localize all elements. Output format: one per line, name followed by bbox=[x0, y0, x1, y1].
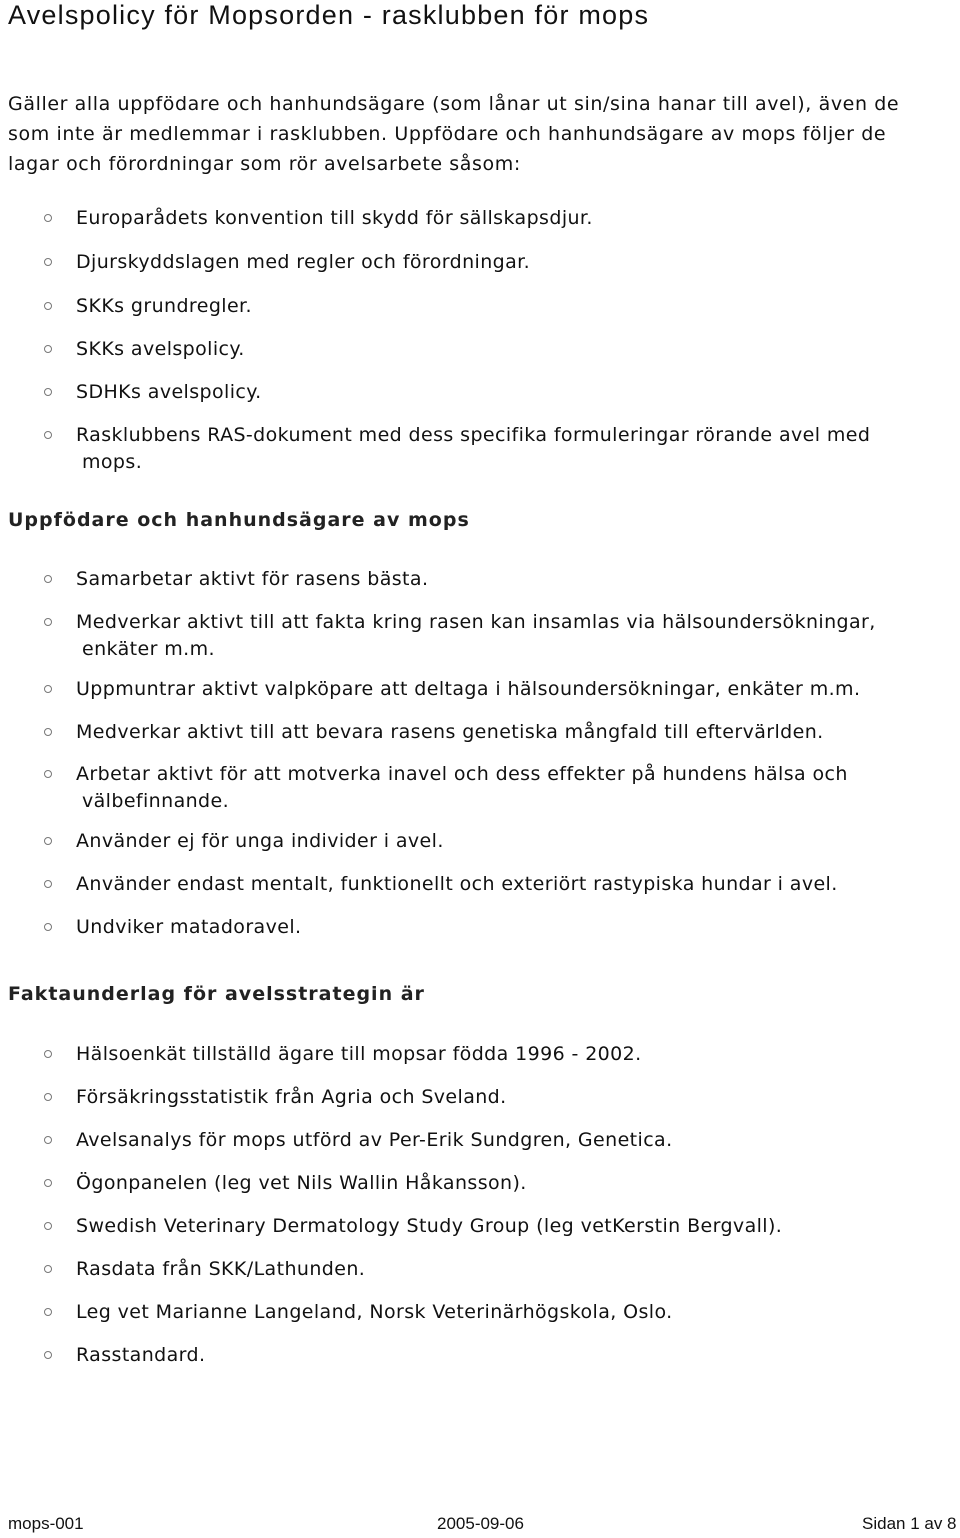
intro-line: som inte är medlemmar i rasklubben. Uppfödare och hanhundsägare av mops följer de bbox=[8, 123, 887, 145]
list-item: Använder ej för unga individer i avel. bbox=[0, 828, 950, 855]
bullet-icon bbox=[44, 345, 52, 353]
bullet-icon bbox=[44, 880, 52, 888]
bullet-icon bbox=[44, 258, 52, 266]
footer-doc-id: mops-001 bbox=[8, 1514, 84, 1533]
bullet-icon bbox=[44, 618, 52, 626]
intro-line: lagar och förordningar som rör avelsarbete såsom: bbox=[8, 153, 521, 175]
breeders-list bbox=[0, 566, 950, 941]
list-item: Medverkar aktivt till att fakta kring rasen kan insamlas via hälsoundersökningar, enkäter m.m. bbox=[0, 609, 950, 663]
section-heading-facts: Faktaunderlag för avelsstrategin är bbox=[8, 983, 425, 1005]
bullet-icon bbox=[44, 770, 52, 778]
list-item: Leg vet Marianne Langeland, Norsk Veterinärhögskola, Oslo. bbox=[0, 1299, 950, 1326]
page-title: Avelspolicy för Mopsorden - rasklubben för mops bbox=[8, 0, 650, 30]
list-item: Medverkar aktivt till att bevara rasens genetiska mångfald till eftervärlden. bbox=[0, 719, 950, 746]
list-item: Swedish Veterinary Dermatology Study Group (leg vetKerstin Bergvall). bbox=[0, 1213, 950, 1240]
bullet-icon bbox=[44, 923, 52, 931]
bullet-icon bbox=[44, 1265, 52, 1273]
bullet-icon bbox=[44, 837, 52, 845]
list-item: Hälsoenkät tillställd ägare till mopsar födda 1996 - 2002. bbox=[0, 1041, 950, 1068]
list-item: Rasklubbens RAS-dokument med dess specifika formuleringar rörande avel med mops. bbox=[0, 422, 950, 476]
list-item: Samarbetar aktivt för rasens bästa. bbox=[0, 566, 950, 593]
footer-page-number: Sidan 1 av 8 bbox=[862, 1514, 957, 1533]
bullet-icon bbox=[44, 1222, 52, 1230]
footer-date: 2005-09-06 bbox=[437, 1514, 524, 1533]
list-item: Uppmuntrar aktivt valpköpare att deltaga i hälsoundersökningar, enkäter m.m. bbox=[0, 676, 950, 703]
list-item: Europarådets konvention till skydd för sällskapsdjur. bbox=[0, 205, 950, 232]
list-item: SDHKs avelspolicy. bbox=[0, 379, 950, 406]
bullet-icon bbox=[44, 214, 52, 222]
bullet-icon bbox=[44, 1308, 52, 1316]
intro-line: Gäller alla uppfödare och hanhundsägare (som lånar ut sin/sina hanar till avel), även de bbox=[8, 93, 900, 115]
list-item: Arbetar aktivt för att motverka inavel och dess effekter på hundens hälsa och välbefinnande. bbox=[0, 761, 950, 815]
regulations-list bbox=[0, 205, 950, 476]
bullet-icon bbox=[44, 685, 52, 693]
list-item: Försäkringsstatistik från Agria och Sveland. bbox=[0, 1084, 950, 1111]
bullet-icon bbox=[44, 1179, 52, 1187]
bullet-icon bbox=[44, 431, 52, 439]
list-item: Ögonpanelen (leg vet Nils Wallin Håkansson). bbox=[0, 1170, 950, 1197]
section-heading-breeders: Uppfödare och hanhundsägare av mops bbox=[8, 509, 470, 531]
list-item: Undviker matadoravel. bbox=[0, 914, 950, 941]
list-item: SKKs avelspolicy. bbox=[0, 336, 950, 363]
bullet-icon bbox=[44, 1050, 52, 1058]
bullet-icon bbox=[44, 728, 52, 736]
list-item: Djurskyddslagen med regler och förordningar. bbox=[0, 249, 950, 276]
bullet-icon bbox=[44, 302, 52, 310]
bullet-icon bbox=[44, 388, 52, 396]
list-item: Avelsanalys för mops utförd av Per-Erik Sundgren, Genetica. bbox=[0, 1127, 950, 1154]
facts-list bbox=[0, 1041, 950, 1369]
list-item: Rasdata från SKK/Lathunden. bbox=[0, 1256, 950, 1283]
intro-paragraph bbox=[8, 89, 953, 179]
bullet-icon bbox=[44, 1093, 52, 1101]
bullet-icon bbox=[44, 1351, 52, 1359]
bullet-icon bbox=[44, 1136, 52, 1144]
list-item: SKKs grundregler. bbox=[0, 293, 950, 320]
list-item: Rasstandard. bbox=[0, 1342, 950, 1369]
list-item: Använder endast mentalt, funktionellt och exteriört rastypiska hundar i avel. bbox=[0, 871, 950, 898]
bullet-icon bbox=[44, 575, 52, 583]
